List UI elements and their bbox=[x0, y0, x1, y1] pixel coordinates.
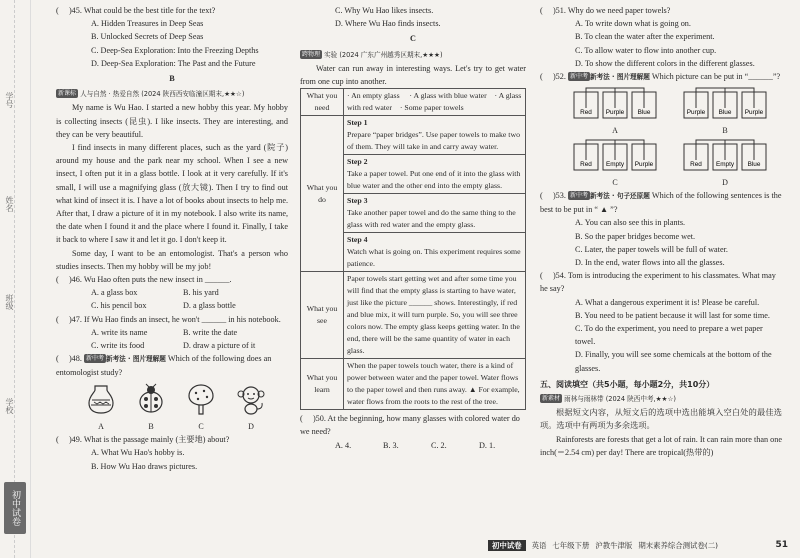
q50-option-a: A. 4. bbox=[335, 440, 352, 450]
q50-option-d: D. 1. bbox=[479, 440, 496, 450]
footer-paper: 期末素养综合测试卷(二) bbox=[638, 540, 718, 550]
q54-option-c: C. To do the experiment, you need to prepare a wet paper towel. bbox=[575, 324, 763, 347]
q49-option-a: A. What Wu Hao's hobby is. bbox=[91, 448, 185, 458]
q53-type: 新考法 · 句子还原题 bbox=[589, 192, 650, 201]
q52-stem: Which picture can be put in “______”? bbox=[651, 72, 781, 82]
q47-stem: ( )47. If Wu Hao finds an insect, he won't ______ in his notebook. bbox=[56, 314, 281, 324]
q54-option-a: A. What a dangerous experiment it is! Please be careful. bbox=[575, 297, 760, 307]
q45-stem: ( )45. What could be the best title for the text? bbox=[56, 6, 216, 15]
glass-d-label-3: Blue bbox=[747, 160, 761, 168]
school-label: 学校 bbox=[5, 398, 14, 414]
learn-label: What you learn bbox=[301, 359, 344, 410]
q53-option-b: B. So the paper bridges become wet. bbox=[575, 231, 696, 241]
q46-option-d: D. a glass bottle bbox=[183, 301, 236, 311]
q53-tag: 新中考 bbox=[569, 192, 588, 200]
section-b-heading: B bbox=[169, 74, 175, 84]
need-items: · An empty glass · A glass with blue water · A glass with red water · Some paper towels bbox=[344, 89, 526, 116]
q49-option-b: B. How Wu Hao draws pictures. bbox=[91, 461, 198, 471]
q47-option-b: B. write the date bbox=[183, 327, 238, 337]
q53-option-c: C. Later, the paper towels will be full of water. bbox=[575, 244, 728, 254]
section-five-instructions: 根据短文内容，从短文后的选项中选出能填入空白处的最佳选项。选项中有两项为多余选项。 bbox=[540, 408, 782, 431]
do-label: What you do bbox=[301, 116, 344, 272]
q48-cap-a: A bbox=[98, 421, 104, 431]
glass-b-label-2: Blue bbox=[718, 109, 732, 117]
q48-pic-b bbox=[134, 382, 168, 433]
q52-type: 新考法 · 图片理解题 bbox=[589, 73, 650, 82]
q48-pic-c bbox=[184, 382, 218, 433]
glass-d-label-1: Red bbox=[690, 160, 702, 168]
footer-grade: 七年级下册 bbox=[552, 540, 590, 550]
step-2-title: Step 2 bbox=[347, 157, 368, 167]
q45-option-a: A. Hidden Treasures in Deep Seas bbox=[91, 19, 204, 29]
page-number: 51 bbox=[775, 540, 788, 550]
see-text: Paper towels start getting wet and after some time you will find that the empty glass is starting to have water, just like the picture ______ shows. Interestingly, if red and blue mix, it will turn purple. So, you will see three colors now. The empty glass keeps getting water. In the end, there will be the same quantity of water in each glass. bbox=[344, 272, 526, 359]
step-1-text: Prepare “paper bridges”. Use paper towels to make two of them. They will take in and carry away water. bbox=[347, 130, 520, 152]
q51-option-a: A. To write down what is going on. bbox=[575, 19, 691, 29]
footer-subject: 英语 bbox=[531, 540, 547, 550]
brand-logo: 初中试卷 bbox=[4, 482, 26, 534]
glass-figure-d-caption: D bbox=[722, 177, 728, 187]
q48-pic-a bbox=[84, 382, 118, 433]
see-label: What you see bbox=[301, 272, 344, 359]
section-five-passage: Rainforests are forests that get a lot of rain. It can rain more than one inch(＝2.54 cm) per day! There are tropical(热带的) bbox=[540, 434, 782, 457]
q48-pictures bbox=[76, 382, 276, 433]
glass-c-label-3: Purple bbox=[634, 160, 654, 168]
glass-figure-c bbox=[570, 138, 660, 189]
monkey-icon bbox=[234, 382, 268, 416]
q45-option-d: D. Deep-Sea Exploration: The Past and the Future bbox=[91, 58, 256, 68]
passage-b-p2: I find insects in many different places, such as the yard (院子) around my house and the park near my school. When I see a new insect, I often put it in a glass bottle. I look at it very carefully. If it's small, I will use a magnifying glass (放大镜). Then I try to find out what kind of insect it is. I have a lot of books about insects to help me. After that, I draw a picture of it in my notebook. I also write its name, the date when I found it and the place where I found it. Finally, I take it back to where I saw it and let it go. I don't keep it. bbox=[56, 143, 288, 245]
q53-option-a: A. You can also see this in plants. bbox=[575, 218, 686, 228]
section-five-source: 雨林与雨林带 (2024 陕西中考,★★☆) bbox=[564, 395, 676, 404]
column-right bbox=[540, 4, 782, 459]
q48-prefix: ( )48. bbox=[56, 354, 82, 364]
q53-option-d: D. In the end, water flows into all the glasses. bbox=[575, 258, 725, 268]
section-c-heading: C bbox=[410, 34, 416, 44]
q48-cap-b: B bbox=[148, 421, 154, 431]
q50-option-c: C. 2. bbox=[431, 440, 447, 450]
passage-b-p3: Some day, I want to be an entomologist. That's a person who studies insects. Then my hobby will be my job! bbox=[56, 248, 288, 271]
q48-cap-c: C bbox=[198, 421, 204, 431]
q51-stem: ( )51. Why do we need paper towels? bbox=[540, 6, 671, 15]
vase-icon bbox=[84, 382, 118, 416]
q46-stem: ( )46. Wu Hao often puts the new insect in ______. bbox=[56, 275, 232, 285]
glass-figure-a-caption: A bbox=[612, 126, 618, 136]
student-id-label: 学号 bbox=[5, 92, 14, 108]
cut-line bbox=[14, 0, 15, 558]
q49-option-c: C. Why Wu Hao likes insects. bbox=[335, 6, 434, 15]
q47-option-d: D. draw a picture of it bbox=[183, 341, 256, 351]
glass-a-label-3: Blue bbox=[637, 109, 651, 117]
glass-d-label-2: Empty bbox=[715, 160, 735, 168]
passage-source: 人与自然 · 热爱自然 (2024 陕西西安临潼区期末,★★☆) bbox=[80, 90, 245, 99]
q51-option-b: B. To clean the water after the experiment. bbox=[575, 32, 715, 42]
source-tag-c: 跨物理 bbox=[302, 50, 321, 58]
q54-option-d: D. Finally, you will see some chemicals at the bottom of the glasses. bbox=[575, 350, 772, 373]
q53-stem: Which of the following sentences is the best to be put in “ ▲ ”? bbox=[540, 191, 782, 215]
glass-diagram-c bbox=[572, 138, 658, 172]
q48-cap-d: D bbox=[248, 421, 254, 431]
glass-c-label-1: Red bbox=[580, 160, 592, 168]
step-4-title: Step 4 bbox=[347, 235, 368, 245]
footer-edition: 沪教牛津版 bbox=[595, 540, 633, 550]
q47-option-c: C. write its food bbox=[91, 341, 145, 351]
glass-a-label-1: Red bbox=[580, 109, 592, 117]
glass-diagram-b bbox=[682, 86, 768, 120]
step-3-title: Step 3 bbox=[347, 196, 368, 206]
q50-option-b: B. 3. bbox=[383, 440, 399, 450]
q45-option-c: C. Deep-Sea Exploration: Into the Freezing Depths bbox=[91, 45, 259, 55]
binding-gutter bbox=[0, 0, 31, 558]
q47-option-a: A. write its name bbox=[91, 327, 148, 337]
need-label: What you need bbox=[301, 89, 344, 116]
glass-figure-c-caption: C bbox=[612, 177, 618, 187]
step-1-title: Step 1 bbox=[347, 118, 368, 128]
glass-figure-b-caption: B bbox=[722, 126, 728, 136]
tree-icon bbox=[184, 382, 218, 416]
q45-option-b: B. Unlocked Secrets of Deep Seas bbox=[91, 32, 204, 42]
q49-stem: ( )49. What is the passage mainly (主要地) about? bbox=[56, 435, 230, 445]
glass-figure-a bbox=[570, 86, 660, 137]
q54-option-b: B. You need to be patient because it will last for some time. bbox=[575, 310, 770, 320]
column-middle bbox=[300, 4, 526, 452]
q48-type: 新考法 · 图片理解题 bbox=[105, 355, 166, 364]
q50-stem: ( )50. At the beginning, how many glasses with colored water do we need? bbox=[300, 414, 520, 437]
q48-pic-d bbox=[234, 382, 268, 433]
q53-prefix: ( )53. bbox=[540, 191, 566, 201]
step-4-text: Watch what is going on. This experiment requires some patience. bbox=[347, 247, 521, 269]
class-label: 班级 bbox=[5, 294, 14, 310]
step-2-text: Take a paper towel. Put one end of it into the glass with blue water and the other end into the empty glass. bbox=[347, 169, 521, 191]
footer-brand: 初中试卷 bbox=[488, 540, 526, 551]
q51-option-d: D. To show the different colors in the different glasses. bbox=[575, 58, 755, 68]
passage-b-p1: My name is Wu Hao. I started a new hobby this year. My hobby is collecting insects (昆虫). I like insects. They are interesting, and they can be very beautiful. bbox=[56, 103, 288, 139]
glass-a-label-2: Purple bbox=[605, 109, 625, 117]
column-left bbox=[56, 4, 288, 473]
q46-option-b: B. his yard bbox=[183, 288, 219, 298]
glass-c-label-2: Empty bbox=[605, 160, 625, 168]
section-five-heading: 五、阅读填空（共5小题，每小题2分，共10分） bbox=[540, 379, 715, 389]
glass-b-label-3: Purple bbox=[744, 109, 764, 117]
q52-figures bbox=[570, 86, 770, 189]
passage-c-source: 实验 (2024 广东广州越秀区期末,★★★) bbox=[324, 50, 443, 59]
section-five-tag: 新素材 bbox=[542, 395, 561, 403]
glass-diagram-d bbox=[682, 138, 768, 172]
page-footer bbox=[488, 538, 788, 552]
passage-c-intro: Water can run away in interesting ways. Let's try to get water from one cup into another. bbox=[300, 63, 526, 87]
q52-prefix: ( )52. bbox=[540, 72, 566, 82]
q54-stem: ( )54. Tom is introducing the experiment to his classmates. What may he say? bbox=[540, 271, 776, 294]
learn-text: When the paper towels touch water, there is a kind of power between water and the paper towel. Water flows to the paper towel and then runs away. ▲ For example, water flows from the roots to the rest of the tree. bbox=[344, 359, 526, 410]
glass-diagram-a bbox=[572, 86, 658, 120]
glass-figure-b bbox=[680, 86, 770, 137]
glass-b-label-1: Purple bbox=[686, 109, 706, 117]
q48-tag: 新中考 bbox=[85, 355, 104, 363]
experiment-table bbox=[300, 88, 526, 410]
step-3-text: Take another paper towel and do the same thing to the glass with red water and the empty glass. bbox=[347, 208, 516, 230]
source-tag: 新课标 bbox=[58, 90, 77, 98]
q48-stem: Which of the following does an entomologist study? bbox=[56, 354, 272, 378]
q46-option-a: A. a glass box bbox=[91, 288, 138, 298]
glass-figure-d bbox=[680, 138, 770, 189]
name-label: 姓名 bbox=[5, 196, 14, 212]
q52-tag: 新中考 bbox=[569, 73, 588, 81]
q51-option-c: C. To allow water to flow into another cup. bbox=[575, 45, 717, 55]
q46-option-c: C. his pencil box bbox=[91, 301, 147, 311]
q49-option-d: D. Where Wu Hao finds insects. bbox=[335, 19, 441, 29]
ladybug-icon bbox=[134, 382, 168, 416]
